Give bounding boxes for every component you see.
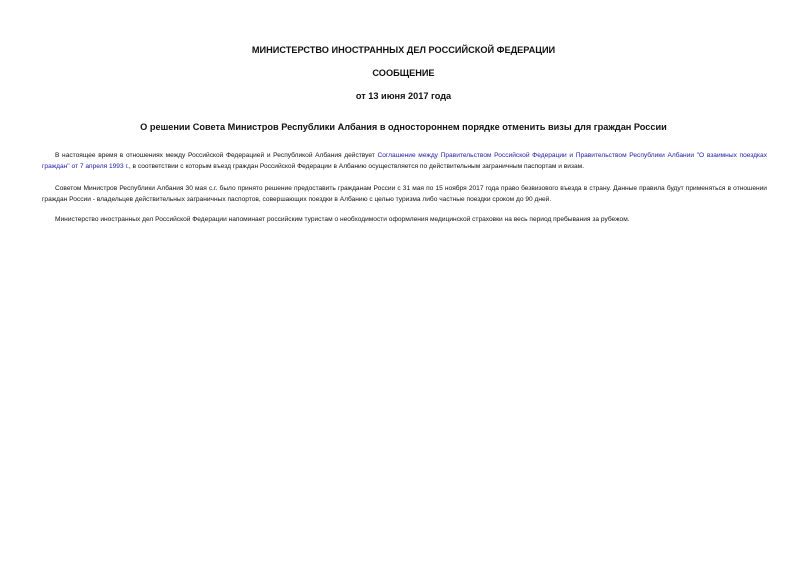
paragraph-agreement xyxy=(42,150,767,172)
paragraph-agreement-rest: , в соответствии с которым въезд граждан Российской Федерации в Албанию осуществляется по действительным заграничным паспортам и визам. xyxy=(128,163,585,170)
paragraph-insurance-reminder xyxy=(42,214,767,225)
ministry-heading: МИНИСТЕРСТВО ИНОСТРАННЫХ ДЕЛ РОССИЙСКОЙ ФЕДЕРАЦИИ xyxy=(251,45,556,55)
paragraph-insurance-text: Министерство иностранных дел Российской Федерации напоминает российским туристам о необходимости оформления медицинской страховки на весь период пребывания за рубежом. xyxy=(55,216,630,223)
paragraph-visa-free-text: Советом Министров Республики Албания 30 мая с.г. было принято решение предоставить гражданам России с 31 мая по 15 ноября 2017 года право безвизового въезда в страну. Данные правила будут применяться в отношении граждан России - владельцев действительных заграничных паспортов, совершающих поездки в Албанию с целью туризма либо частные поездки сроком до 90 дней. xyxy=(42,185,767,203)
document-date: от 13 июня 2017 года xyxy=(355,91,452,101)
document-title: О решении Совета Министров Республики Албания в одностороннем порядке отменить визы для граждан России xyxy=(140,122,667,132)
paragraph-agreement-intro: В настоящее время в отношениях между Российской Федерацией и Республикой Албания действует xyxy=(55,152,378,159)
document-type-heading: СООБЩЕНИЕ xyxy=(372,68,435,78)
paragraph-visa-free-decision xyxy=(42,183,767,205)
agreement-link[interactable]: Соглашение между Правительством Российской Федерации и Правительством Республики Албании "О взаимных поездках граждан" от 7 апреля 1993 г. xyxy=(42,152,768,170)
